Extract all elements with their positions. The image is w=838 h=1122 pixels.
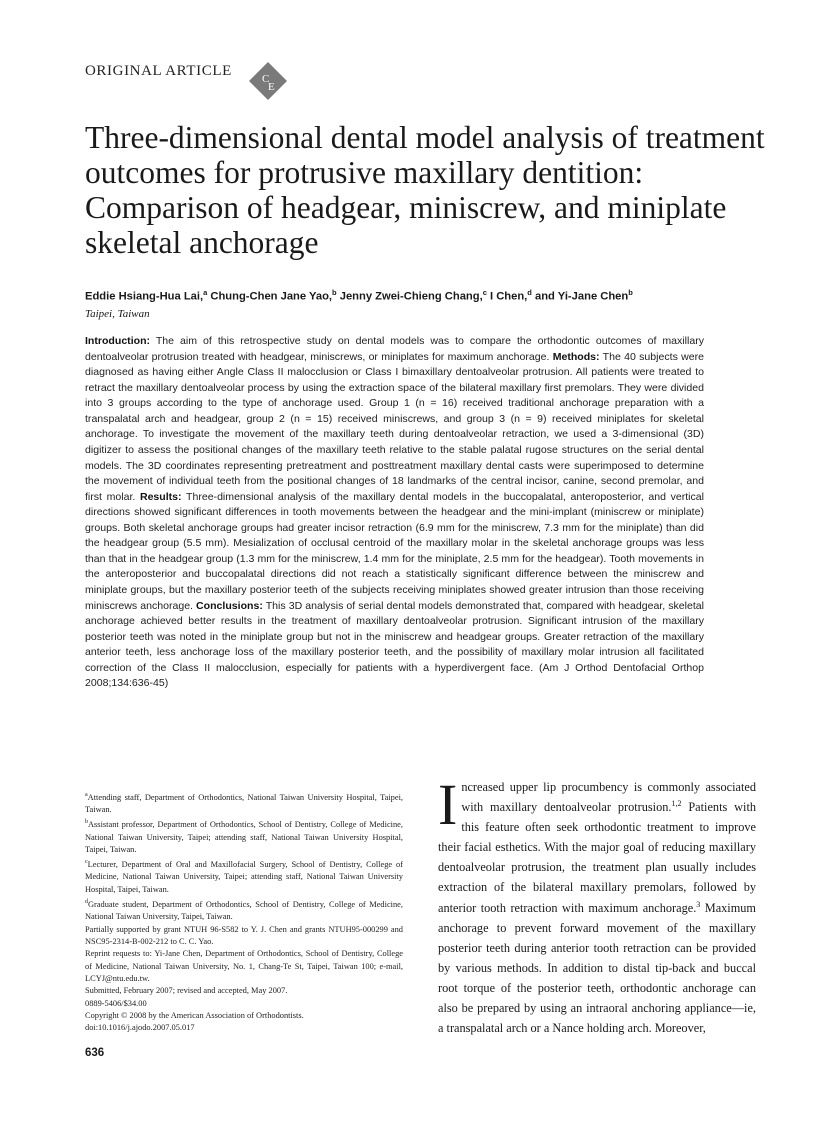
page-number: 636: [85, 1047, 105, 1059]
author-list: [85, 288, 633, 303]
citation-ref: 1,2: [671, 799, 682, 808]
abstract-conclusions-label: Conclusions:: [196, 599, 263, 612]
submission-note: Submitted, February 2007; revised and accepted, May 2007.: [85, 986, 288, 996]
author-affiliation-marker: d: [527, 288, 532, 297]
ce-logo-icon: [248, 61, 288, 101]
body-text-part: Maximum anchorage to prevent forward movement of the maxillary posterior teeth during anterior tooth retraction can be provided by various methods. In addition to distal tip-back and buccal root torque of the posterior teeth, orthodontic anchorage can also be prepared by using an intraoral anchoring appliance—ie, a transpalatal arch or a Nance holding arch. Moreover,: [438, 900, 756, 1036]
footnote-b: $^b$Assistant professor, Department of Orthodontics, School of Dentistry, College of Medicine, National Taiwan University, Taipei; attending staff, National Taiwan University Hospital, Taipei, Taiwan.: [85, 819, 403, 854]
author-name: and Yi-Jane Chen: [534, 290, 629, 303]
abstract: [85, 334, 704, 692]
author-name: I Chen,: [489, 290, 528, 303]
footnote-c: $^c$Lecturer, Department of Oral and Maxillofacial Surgery, School of Dentistry, College of Medicine, National Taiwan University, Taipei; attending staff, National Taiwan University Hospital, Taipei, Taiwan.: [85, 859, 403, 894]
issn-note: 0889-5406/$34.00: [85, 998, 147, 1008]
author-affiliation-marker: b: [332, 288, 337, 297]
article-title: Three-dimensional dental model analysis of treatment outcomes for protrusive maxillary dentition: Comparison of headgear, miniscrew, and miniplate skeletal anchorage: [85, 120, 765, 260]
abstract-results-label: Results:: [139, 490, 182, 503]
funding-note: Partially supported by grant NTUH 96-S582 to Y. J. Chen and grants NTUH95-000299 and NSC95-2314-B-002-212 to C. C. Yao.: [85, 924, 403, 946]
drop-cap: I: [438, 772, 458, 837]
body-text: [438, 772, 757, 1038]
footnote-a: $^a$Attending staff, Department of Orthodontics, National Taiwan University Hospital, Taipei, Taiwan.: [85, 792, 403, 815]
abstract-results-text: Three-dimensional analysis of the maxillary dental models in the buccopalatal, anteroposterior, and vertical directions showed significant differences in tooth movements between the headgear and the mini-implant (miniscrew or miniplate) groups. Both skeletal anchorage groups had greater incisor retraction (6.9 mm for the miniscrew, 7.3 mm for the miniplate) than did the headgear group (5.5 mm). Mesialization of occlusal centroid of the maxillary molar in the skeletal anchorage groups was less than that in the headgear group (1.3 mm for the miniscrew, 1.4 mm for the miniplate, 2.5 mm for the headgear). Tooth movements in the anteroposterior and buccopalatal directions did not reach a statistically significant difference between the miniscrew and miniplate groups, but the maxillary posterior teeth of the subjects receiving miniplates showed greater intrusion than those receiving miniscrews anchorage.: [85, 490, 704, 612]
body-text-part: ncreased upper lip procumbency is commonly associated with maxillary dentoalveolar protrusion.: [461, 780, 756, 815]
reprint-note: Reprint requests to: Yi-Jane Chen, Department of Orthodontics, School of Dentistry, College of Medicine, National Taiwan University, No. 1, Chang-Te St, Taipei, Taiwan 100; e-mail, LCYJ@ntu.edu.tw.: [85, 949, 403, 983]
abstract-intro-text: The aim of this retrospective study on dental models was to compare the orthodontic outcomes of maxillary dentoalveolar protrusion treated with headgear, miniscrews, or miniplates for maximum anchorage.: [85, 335, 704, 363]
author-affiliation-marker: b: [628, 288, 633, 297]
author-location: Taipei, Taiwan: [85, 308, 150, 320]
abstract-methods-text: The 40 subjects were diagnosed as having either Angle Class II malocclusion or Class I bimaxillary dentoalveolar protrusion. All patients were treated to retract the maxillary dentoalveolar process by using the extraction space of the bilateral maxillary first premolars. They were divided into 3 groups according to the type of anchorage used. Group 1 (n = 16) received traditional anchorage preparation with a transpalatal arch and headgear, group 2 (n = 15) received miniscrews, and group 3 (n = 9) received miniplates for skeletal anchorage. To investigate the movement of the maxillary teeth during dentoalveolar retraction, we used a 3-dimensional (3D) digitizer to assess the positional changes of the maxillary teeth relative to the stable palatal rugose structures on the serial dental models. The 3D coordinates representing pretreatment and posttreatment maxillary dental casts were superimposed to determine the movement of individual teeth from the positional changes of 18 landmarks of the central incisor, canine, second premolar, and first molar.: [85, 350, 704, 503]
copyright-note: Copyright © 2008 by the American Association of Orthodontists.: [85, 1011, 304, 1021]
doi-note: doi:10.1016/j.ajodo.2007.05.017: [85, 1023, 195, 1033]
author-name: Chung-Chen Jane Yao,: [210, 290, 333, 303]
footnote-d: $^d$Graduate student, Department of Orthodontics, School of Dentistry, College of Medicine, National Taiwan University, Taipei, Taiwan.: [85, 899, 403, 922]
abstract-intro-label: Introduction:: [85, 335, 151, 347]
logo-letter-c: C: [262, 73, 270, 85]
author-name: Jenny Zwei-Chieng Chang,: [339, 290, 483, 303]
author-affiliation-marker: a: [203, 288, 208, 297]
section-label: ORIGINAL ARTICLE: [85, 63, 232, 79]
abstract-methods-label: Methods:: [552, 350, 600, 363]
author-name: Eddie Hsiang-Hua Lai,: [85, 290, 204, 303]
body-text-part: Patients with this feature often seek orthodontic treatment to improve their facial esthetics. With the major goal of reducing maxillary dentoalveolar protrusion, the treatment plan usually includes extraction of the bilateral maxillary premolars, followed by anterior tooth retraction with maximum anchorage.: [438, 800, 757, 915]
author-affiliation-marker: c: [482, 288, 487, 297]
abstract-conclusions-text: This 3D analysis of serial dental models demonstrated that, compared with headgear, skeletal anchorage achieved better results in the treatment of maxillary dentoalveolar protrusion. Significant intrusion of the maxillary posterior teeth was noted in the miniplate group but not in the miniscrew and headgear groups. Greater retraction of the maxillary anterior teeth, less anchorage loss of the maxillary posterior teeth, and the possibility of maxillary molar intrusion all facilitated correction of the Class II malocclusion, especially for patients with a hyperdivergent face. (Am J Orthod Dentofacial Orthop 2008;134:636-45): [85, 599, 704, 690]
logo-letter-e: E: [268, 81, 275, 93]
footnotes: [85, 789, 403, 1035]
citation-ref: 3: [696, 899, 701, 909]
